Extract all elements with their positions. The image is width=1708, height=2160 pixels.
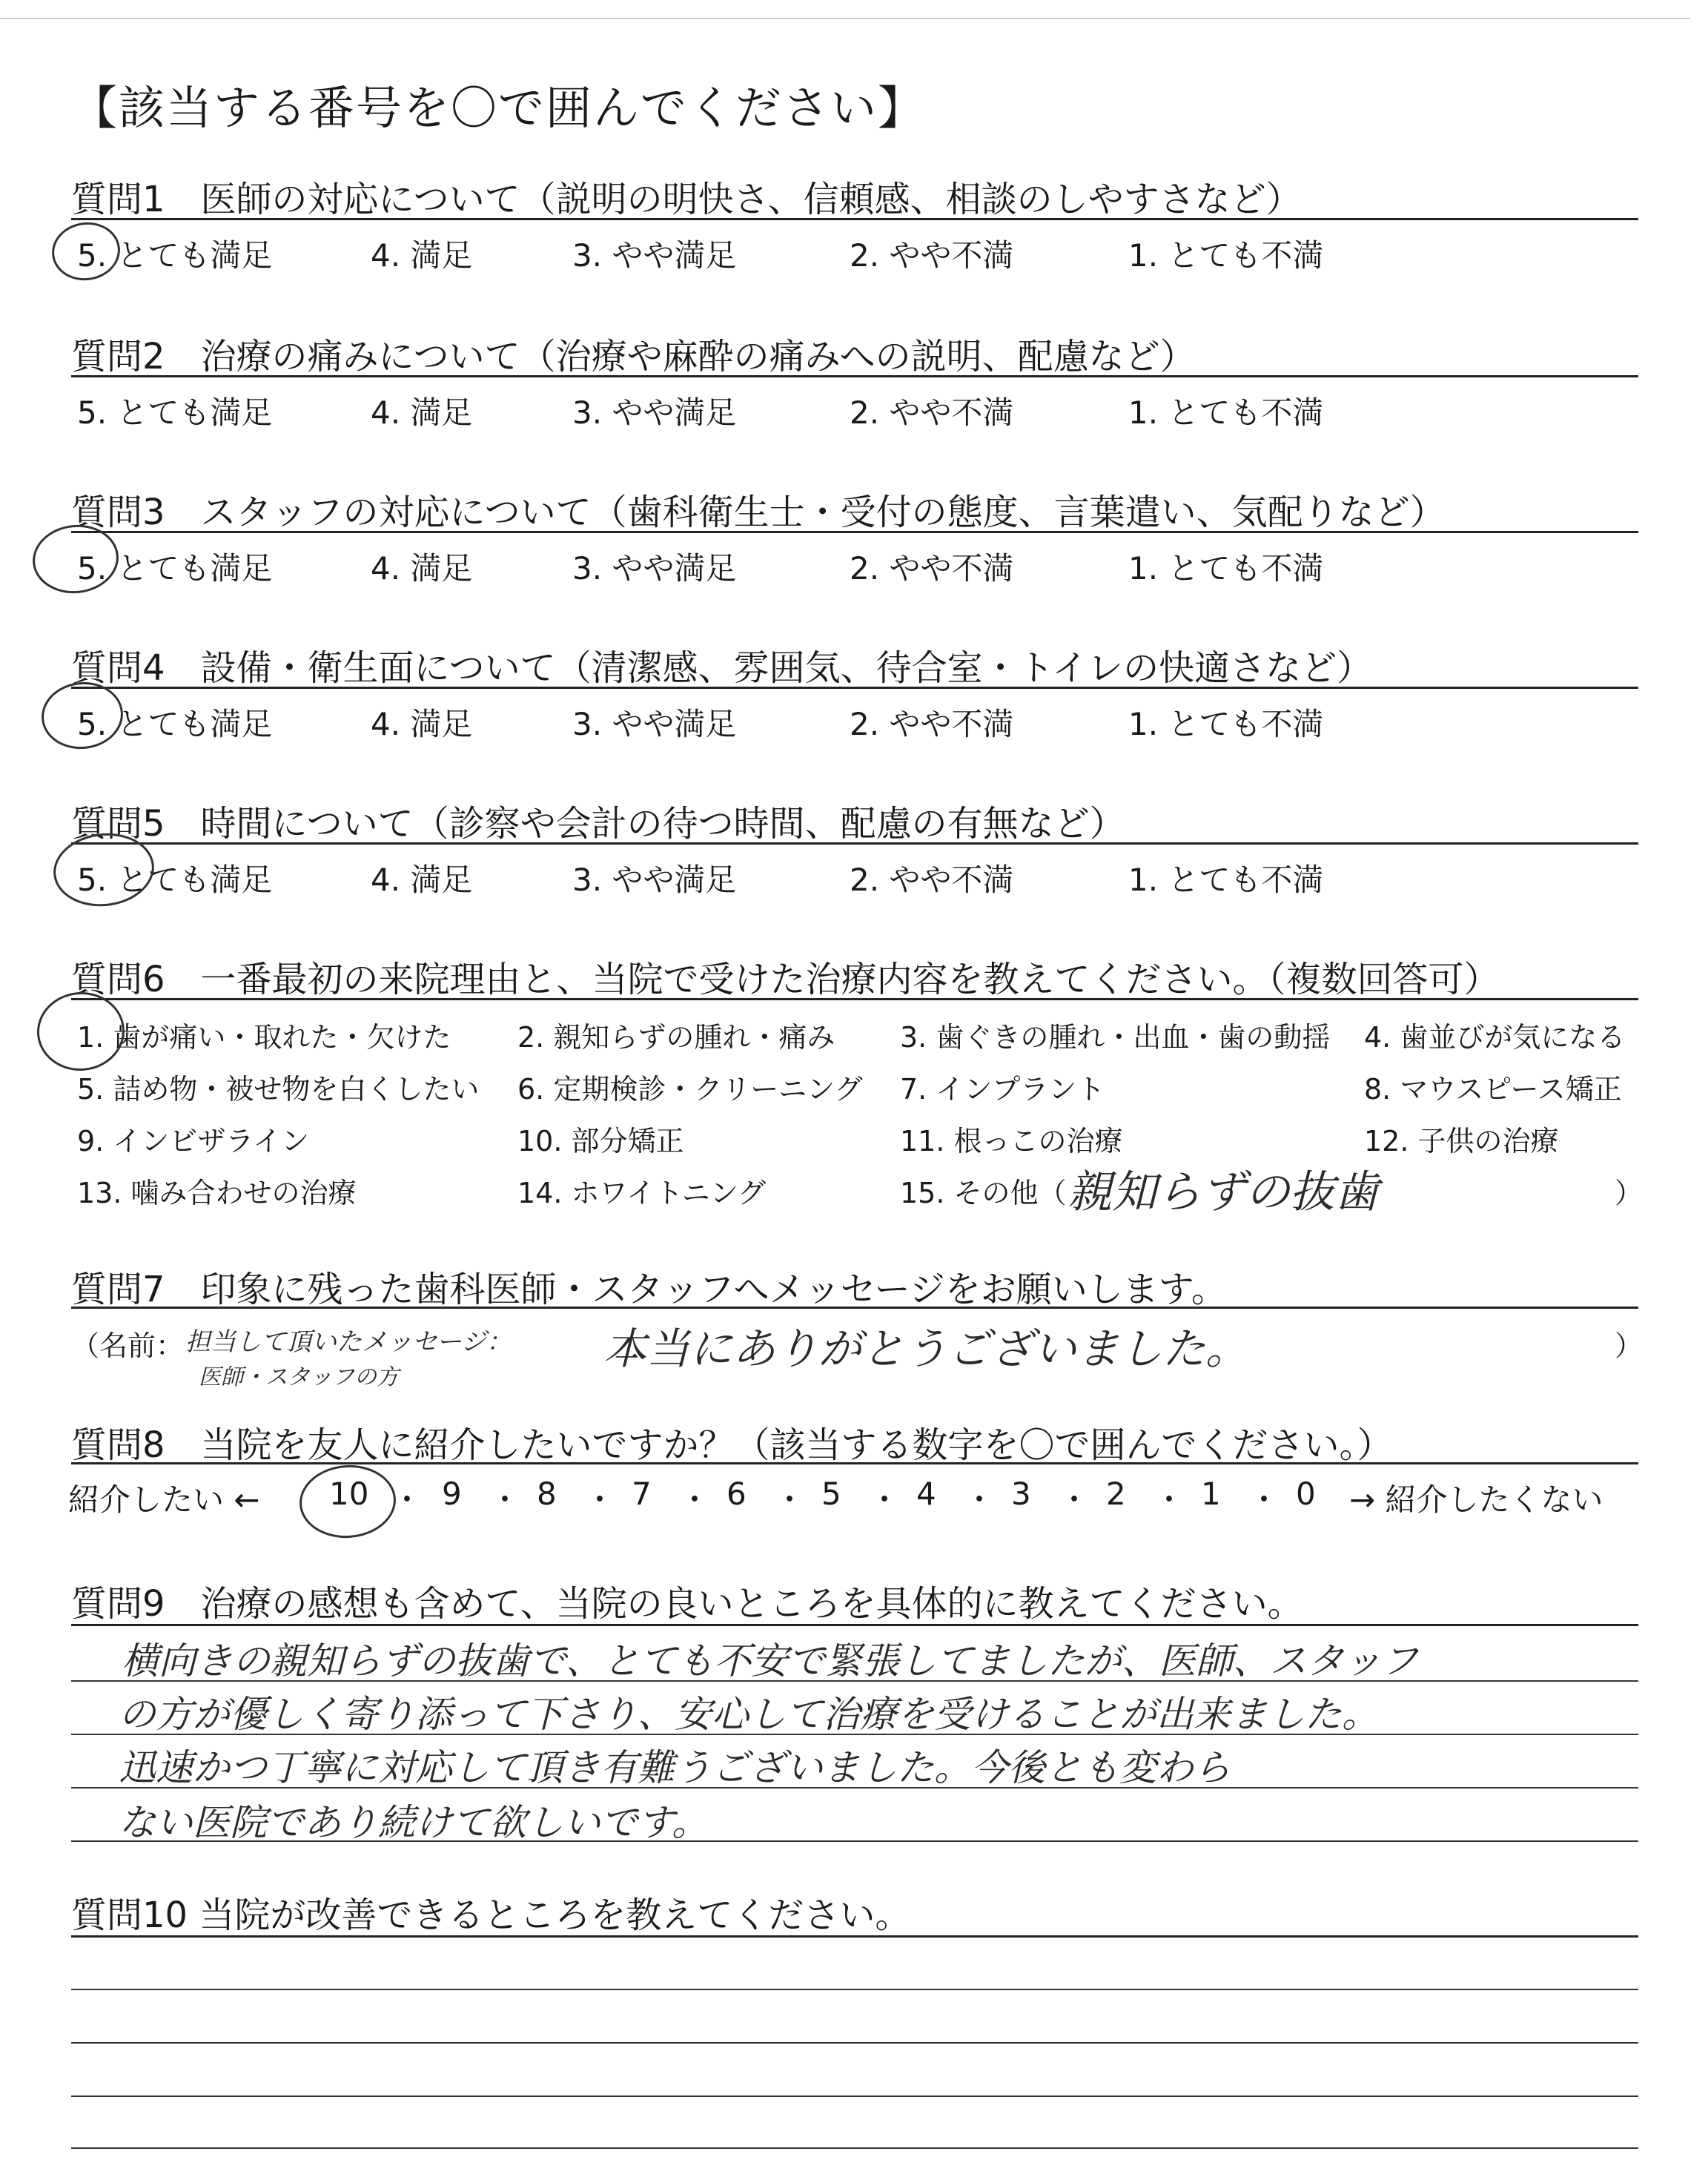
q8-separator: ・ <box>1153 1482 1185 1518</box>
question-9-rule <box>71 1624 1638 1626</box>
q10-answer-line <box>71 2095 1638 2097</box>
q9-answer-line-3[interactable]: 迅速かつ丁寧に対応して頂き有難うございました。今後とも変わら <box>119 1746 1231 1789</box>
question-9-title: 質問9 治療の感想も含めて、当院の良いところを具体的に教えてください。 <box>71 1583 1303 1625</box>
question-5-title: 質問5 時間について（診察や会計の待つ時間、配慮の有無など） <box>71 803 1125 845</box>
q9-answer-line-2[interactable]: の方が優しく寄り添って下さり、安心して治療を受けることが出来ました。 <box>119 1693 1379 1736</box>
q3-option-4[interactable]: 4. 満足 <box>371 550 473 587</box>
q6-option-2[interactable]: 2. 親知らずの腫れ・痛み <box>517 1021 835 1054</box>
q8-separator: ・ <box>1248 1482 1280 1518</box>
q1-option-3[interactable]: 3. やや満足 <box>572 237 737 274</box>
q6-option-7[interactable]: 7. インプラント <box>900 1073 1105 1106</box>
q8-separator: ・ <box>679 1482 711 1518</box>
q8-scale-8[interactable]: 8 <box>537 1476 557 1512</box>
q2-option-3[interactable]: 3. やや満足 <box>572 394 737 431</box>
q8-scale-7[interactable]: 7 <box>632 1476 652 1512</box>
q9-answer-line-1[interactable]: 横向きの親知らずの抜歯で、とても不安で緊張してましたが、医師、スタッフ <box>122 1639 1418 1682</box>
q6-option-12[interactable]: 12. 子供の治療 <box>1364 1125 1559 1157</box>
q8-separator: ・ <box>964 1482 996 1518</box>
question-8-title: 質問8 当院を友人に紹介したいですか？（該当する数字を〇で囲んでください。） <box>71 1424 1393 1466</box>
q6-option-1[interactable]: 1. 歯が痛い・取れた・欠けた <box>77 1021 451 1054</box>
q8-scale-5[interactable]: 5 <box>821 1476 841 1512</box>
scan-top-edge <box>0 18 1690 19</box>
q2-option-1[interactable]: 1. とても不満 <box>1128 394 1324 431</box>
q2-option-4[interactable]: 4. 満足 <box>371 394 473 431</box>
question-2-title: 質問2 治療の痛みについて（治療や麻酔の痛みへの説明、配慮など） <box>71 336 1196 377</box>
question-10-title: 質問10 当院が改善できるところを教えてください。 <box>71 1895 911 1936</box>
q8-scale-6[interactable]: 6 <box>726 1476 747 1512</box>
q9-answer-line-4[interactable]: ない医院であり続けて欲しいです。 <box>119 1801 709 1844</box>
q8-separator: ・ <box>774 1482 806 1518</box>
q3-option-2[interactable]: 2. やや不満 <box>850 550 1014 587</box>
question-2-rule <box>71 375 1638 377</box>
question-7-rule <box>71 1307 1638 1309</box>
q10-answer-line <box>71 2147 1638 2149</box>
q8-scale-4[interactable]: 4 <box>916 1476 936 1512</box>
question-3-rule <box>71 531 1638 533</box>
q3-option-3[interactable]: 3. やや満足 <box>572 550 737 587</box>
q1-option-5[interactable]: 5. とても満足 <box>77 237 273 274</box>
question-4-title: 質問4 設備・衛生面について（清潔感、雰囲気、待合室・トイレの快適さなど） <box>71 647 1373 689</box>
q6-other-close-paren: ） <box>1615 1177 1644 1209</box>
question-6-title: 質問6 一番最初の来院理由と、当院で受けた治療内容を教えてください。（複数回答可） <box>71 959 1500 1000</box>
q10-answer-line <box>71 2042 1638 2044</box>
q5-option-4[interactable]: 4. 満足 <box>371 862 473 898</box>
q2-option-2[interactable]: 2. やや不満 <box>850 394 1014 431</box>
q7-message-answer[interactable]: 本当にありがとうございました。 <box>603 1324 1249 1374</box>
q1-option-2[interactable]: 2. やや不満 <box>850 237 1014 274</box>
question-10-rule <box>71 1935 1638 1938</box>
question-8-rule <box>71 1462 1638 1464</box>
q1-option-4[interactable]: 4. 満足 <box>371 237 473 274</box>
q4-option-5[interactable]: 5. とても満足 <box>77 706 273 742</box>
q4-option-2[interactable]: 2. やや不満 <box>850 706 1014 742</box>
q4-option-1[interactable]: 1. とても不満 <box>1128 706 1324 742</box>
q8-scale-1[interactable]: 1 <box>1201 1476 1221 1512</box>
q8-separator: ・ <box>489 1482 521 1518</box>
q3-option-1[interactable]: 1. とても不満 <box>1128 550 1324 587</box>
q8-scale-3[interactable]: 3 <box>1011 1476 1031 1512</box>
q8-circle-mark <box>297 1462 399 1542</box>
q10-answer-line <box>71 1989 1638 1990</box>
q2-option-5[interactable]: 5. とても満足 <box>77 394 273 431</box>
q7-name-label: （名前： <box>71 1330 185 1362</box>
q3-option-5[interactable]: 5. とても満足 <box>77 550 273 587</box>
q6-option-8[interactable]: 8. マウスピース矯正 <box>1364 1073 1622 1106</box>
q6-option-5[interactable]: 5. 詰め物・被せ物を白くしたい <box>77 1073 480 1106</box>
q8-separator: ・ <box>1059 1482 1090 1518</box>
q6-option-10[interactable]: 10. 部分矯正 <box>517 1125 684 1157</box>
q5-option-3[interactable]: 3. やや満足 <box>572 862 737 898</box>
q5-option-2[interactable]: 2. やや不満 <box>850 862 1014 898</box>
page-title: 【該当する番号を〇で囲んでください】 <box>71 81 926 135</box>
q1-option-1[interactable]: 1. とても不満 <box>1128 237 1324 274</box>
question-4-rule <box>71 687 1638 689</box>
q6-option-6[interactable]: 6. 定期検診・クリーニング <box>517 1073 863 1106</box>
q6-option-15[interactable]: 15. その他（ <box>900 1177 1067 1209</box>
question-5-rule <box>71 842 1638 845</box>
question-3-title: 質問3 スタッフの対応について（歯科衛生士・受付の態度、言葉遣い、気配りなど） <box>71 492 1446 533</box>
q6-other-answer[interactable]: 親知らずの抜歯 <box>1068 1166 1379 1218</box>
q5-option-5[interactable]: 5. とても満足 <box>77 862 273 898</box>
q8-scale-0[interactable]: 0 <box>1296 1476 1316 1512</box>
q8-scale-10[interactable]: 10 <box>329 1476 369 1512</box>
q6-option-3[interactable]: 3. 歯ぐきの腫れ・出血・歯の動揺 <box>900 1021 1331 1054</box>
q6-option-4[interactable]: 4. 歯並びが気になる <box>1364 1021 1626 1054</box>
q5-option-1[interactable]: 1. とても不満 <box>1128 862 1324 898</box>
q8-right-label: → 紹介したくない <box>1349 1482 1603 1518</box>
q8-separator: ・ <box>391 1482 423 1518</box>
question-7-title: 質問7 印象に残った歯科医師・スタッフへメッセージをお願いします。 <box>71 1269 1227 1310</box>
q7-handwritten-sublabel: 医師・スタッフの方 <box>199 1364 399 1390</box>
q7-close-paren: ） <box>1615 1330 1644 1362</box>
q8-scale-2[interactable]: 2 <box>1106 1476 1126 1512</box>
q6-option-13[interactable]: 13. 噛み合わせの治療 <box>77 1177 357 1209</box>
q6-option-11[interactable]: 11. 根っこの治療 <box>900 1125 1123 1157</box>
q8-scale-9[interactable]: 9 <box>442 1476 462 1512</box>
q4-option-4[interactable]: 4. 満足 <box>371 706 473 742</box>
question-1-title: 質問1 医師の対応について（説明の明快さ、信頼感、相談のしやすさなど） <box>71 179 1302 220</box>
q6-option-14[interactable]: 14. ホワイトニング <box>517 1177 767 1209</box>
q4-option-3[interactable]: 3. やや満足 <box>572 706 737 742</box>
question-6-rule <box>71 998 1638 1000</box>
q8-left-label: 紹介したい ← <box>68 1482 260 1518</box>
q8-separator: ・ <box>869 1482 901 1518</box>
q6-option-9[interactable]: 9. インビザライン <box>77 1125 310 1157</box>
question-1-rule <box>71 218 1638 220</box>
q7-handwritten-label: 担当して頂いたメッセージ： <box>185 1327 512 1357</box>
q8-separator: ・ <box>584 1482 616 1518</box>
q6-circle-mark <box>34 989 127 1074</box>
